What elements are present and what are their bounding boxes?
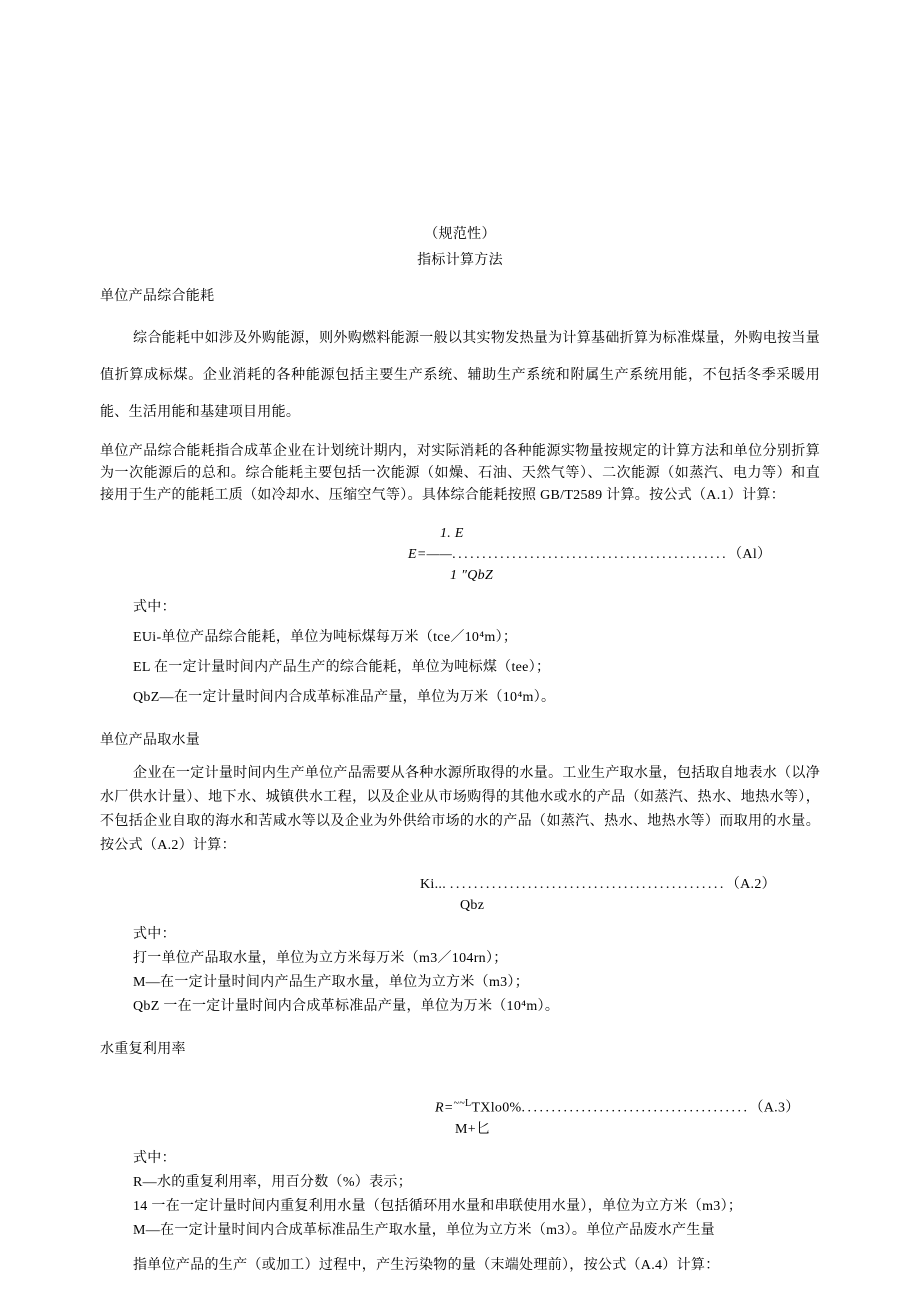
formula-a1-lhs: E=—— (408, 547, 453, 562)
formula-a3-superscript: ~~L (453, 1098, 472, 1109)
formula-a3-dot-leader: ...................................... (521, 1100, 750, 1116)
formula-a1 (100, 523, 820, 586)
normative-label: （规范性） (424, 227, 496, 242)
definition-eui: EUi-单位产品综合能耗，单位为吨标煤每万米（tce／10⁴m）； (133, 630, 518, 645)
document-title: 指标计算方法 (417, 253, 503, 268)
formula-a1-numerator: 1. E (440, 526, 464, 541)
formula-a1-main (408, 544, 820, 565)
formula-a2-label: （A.2） (725, 877, 776, 892)
where-label-a3: 式中： (133, 1150, 176, 1166)
paragraph-energy-definition: 单位产品综合能耗指合成革企业在计划统计期内，对实际消耗的各种能源实物量按规定的计算方法和单位分别折算为一次能源后的总和。综合能耗主要包括一次能源（如燥、石油、天然气等）、二次能源（如蒸汽、电力等）和直接用于生产的能耗工质（如冷却水、压缩空气等）。具体综合能耗按照 GB/T2589 计算。按公式（A.1）计算： (100, 444, 820, 503)
definition-m-intake-and-wastewater-heading: M—在一定计量时间内合成革标准品生产取水量，单位为立方米（m3）。单位产品废水产生量 (133, 1222, 715, 1238)
formula-a3-denominator: M+匕 (455, 1121, 491, 1137)
definition-el: EL 在一定计量时间内产品生产的综合能耗，单位为吨标煤（tee）； (133, 660, 551, 675)
formula-a1-denominator: 1 ″QbZ (450, 568, 494, 583)
definition-reused-water-volume: 14 一在一定计量时间内重复利用水量（包括循环用水量和串联使用水量），单位为立方米（m3）； (133, 1198, 743, 1214)
formula-a3-mid: TXlo0% (471, 1100, 522, 1116)
formula-a3 (100, 1093, 820, 1140)
section-heading-water-reuse-rate: 水重复利用率 (100, 1042, 186, 1057)
definition-qbz-water: QbZ 一在一定计量时间内合成革标准品产量，单位为万米（10⁴m）。 (133, 999, 560, 1014)
section-heading-unit-product-energy: 单位产品综合能耗 (100, 289, 215, 304)
formula-a1-label: （Al） (728, 547, 772, 562)
definition-m-water: M—在一定计量时间内产品生产取水量，单位为立方米（m3）； (133, 975, 530, 990)
formula-a2-main (420, 874, 820, 895)
definition-r-reuse-rate: R—水的重复利用率，用百分数（%）表示； (133, 1174, 412, 1190)
formula-a2-dot-leader: .............................................. (449, 877, 726, 892)
paragraph-water-intake-definition: 企业在一定计量时间内生产单位产品需要从各种水源所取得的水量。工业生产取水量，包括取自地表水（以净水厂供水计量）、地下水、城镇供水工程，以及企业从市场购得的其他水或水的产品（如蒸汽、热水、地热水等），不包括企业自取的海水和苦咸水等以及企业为外供给市场的水的产品（如蒸汽、热水、地热水等）而取用的水量。按公式（A.2）计算： (100, 766, 820, 853)
where-label-a1: 式中： (133, 600, 176, 615)
formula-a2 (100, 874, 820, 916)
where-label-a2: 式中： (133, 927, 176, 942)
definition-qbz: QbZ—在一定计量时间内合成革标准品产量，单位为万米（10⁴m）。 (133, 690, 556, 705)
formula-a3-label: （A.3） (749, 1100, 800, 1116)
paragraph-energy-overview: 综合能耗中如涉及外购能源，则外购燃料能源一般以其实物发热量为计算基础折算为标准煤量，外购电按当量值折算成标煤。企业消耗的各种能源包括主要生产系统、辅助生产系统和附属生产系统用能，不包括冬季采暖用能、生活用能和基建项目用能。 (100, 331, 820, 420)
definition-water-intake-per-unit: 打一单位产品取水量，单位为立方米每万米（m3／104rn）； (133, 951, 508, 966)
formula-a3-main (435, 1093, 820, 1119)
formula-a3-lhs: R= (435, 1100, 454, 1116)
section-heading-unit-product-water-intake: 单位产品取水量 (100, 733, 201, 748)
formula-a2-lhs: Ki... (420, 877, 450, 892)
paragraph-wastewater-formula-intro: 指单位产品的生产（或加工）过程中，产生污染物的量（末端处理前），按公式（A.4）计算： (133, 1257, 720, 1273)
formula-a1-dot-leader: .............................................. (452, 547, 729, 562)
formula-a2-denominator: Qbz (460, 898, 485, 913)
